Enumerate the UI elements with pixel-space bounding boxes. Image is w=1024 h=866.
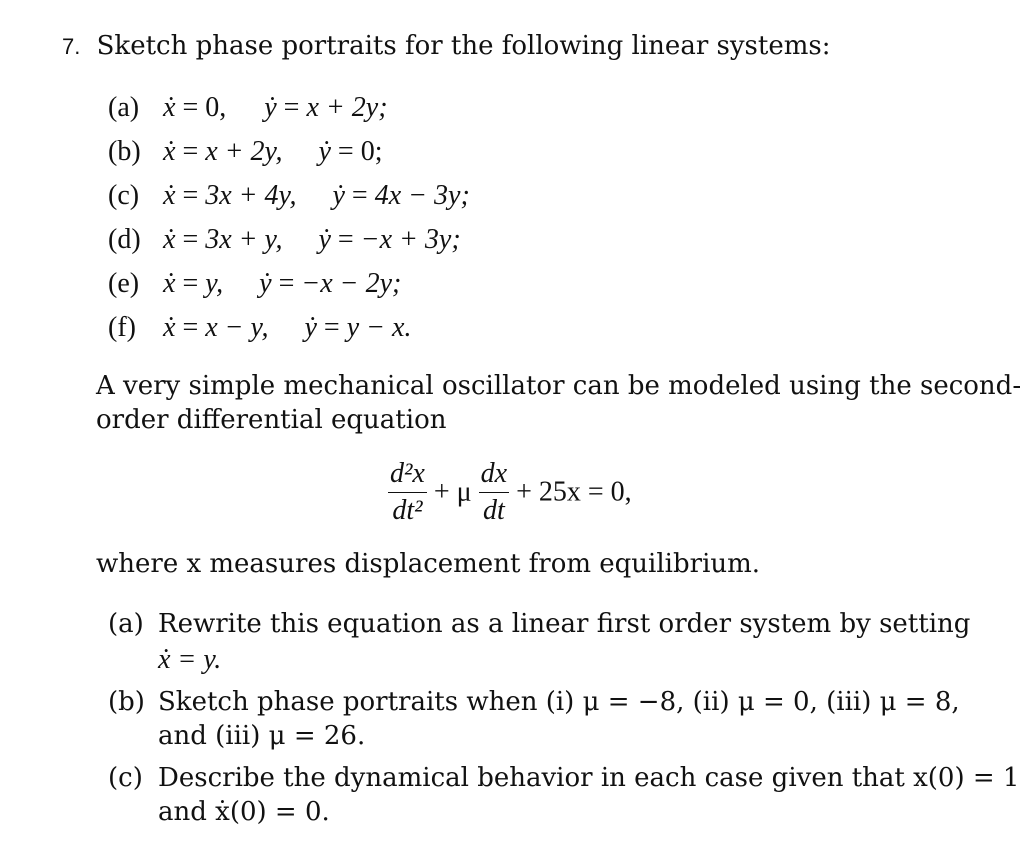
system-xdot: x − y,	[205, 312, 269, 343]
system-item: (a) ẋ = 0, ẏ = x + 2y;	[108, 92, 388, 123]
system-label: (a)	[108, 92, 140, 123]
part-label: (a)	[108, 609, 144, 639]
system-item: (b) ẋ = x + 2y, ẏ = 0;	[108, 136, 383, 167]
oscillator-intro-line-2: order differential equation	[96, 405, 447, 435]
system-ydot: 4x − 3y;	[374, 180, 470, 211]
part-c-line-1: Describe the dynamical behavior in each case given that x(0) = 1	[158, 763, 1020, 793]
part-a-line-1: Rewrite this equation as a linear first order system by setting	[158, 609, 971, 639]
fraction-denominator: dt²	[392, 495, 423, 526]
system-ydot: x + 2y;	[306, 92, 388, 123]
system-item: (e) ẋ = y, ẏ = −x − 2y;	[108, 268, 402, 299]
system-label: (f)	[108, 312, 136, 343]
system-ydot: −x + 3y;	[360, 224, 461, 255]
system-xdot: x + 2y,	[205, 136, 283, 167]
oscillator-intro-line-1: A very simple mechanical oscillator can be modeled using the second-	[96, 371, 1022, 401]
system-label: (d)	[108, 224, 141, 255]
part-c-line-2: and ẋ(0) = 0.	[158, 797, 330, 827]
system-ydot: 0;	[360, 136, 383, 167]
part-label: (c)	[108, 763, 143, 793]
problem-heading	[62, 30, 830, 63]
part-a-line-2: ẋ = y.	[158, 644, 222, 675]
part-label: (b)	[108, 687, 145, 717]
system-label: (e)	[108, 268, 140, 299]
system-label: (b)	[108, 136, 141, 167]
system-item: (d) ẋ = 3x + y, ẏ = −x + 3y;	[108, 224, 461, 255]
system-label: (c)	[108, 180, 140, 211]
second-derivative-fraction	[388, 458, 427, 527]
fraction-numerator: d²x	[390, 458, 425, 489]
fraction-numerator: dx	[480, 458, 508, 489]
system-ydot: y − x.	[346, 312, 412, 343]
system-xdot: 3x + 4y,	[205, 180, 297, 211]
system-ydot: −x − 2y;	[301, 268, 402, 299]
first-derivative-fraction	[479, 458, 509, 527]
part-b-line-1: Sketch phase portraits when (i) μ = −8, (ii) μ = 0, (iii) μ = 8,	[158, 687, 960, 717]
problem-heading-text: Sketch phase portraits for the following linear systems:	[96, 31, 831, 61]
part-b-line-2: and (iii) μ = 26.	[158, 721, 366, 751]
system-xdot: y,	[205, 268, 224, 299]
system-xdot: 3x + y,	[205, 224, 283, 255]
where-text: where x measures displacement from equilibrium.	[96, 549, 761, 579]
oscillator-equation	[388, 458, 632, 527]
system-item: (c) ẋ = 3x + 4y, ẏ = 4x − 3y;	[108, 180, 470, 211]
system-xdot: 0,	[205, 92, 227, 123]
problem-number: 7.	[62, 34, 81, 59]
equation-rest: + 25x = 0,	[516, 476, 632, 508]
equation-plus-mu: + μ	[433, 476, 472, 508]
fraction-denominator: dt	[482, 495, 505, 526]
system-item: (f) ẋ = x − y, ẏ = y − x.	[108, 312, 412, 343]
